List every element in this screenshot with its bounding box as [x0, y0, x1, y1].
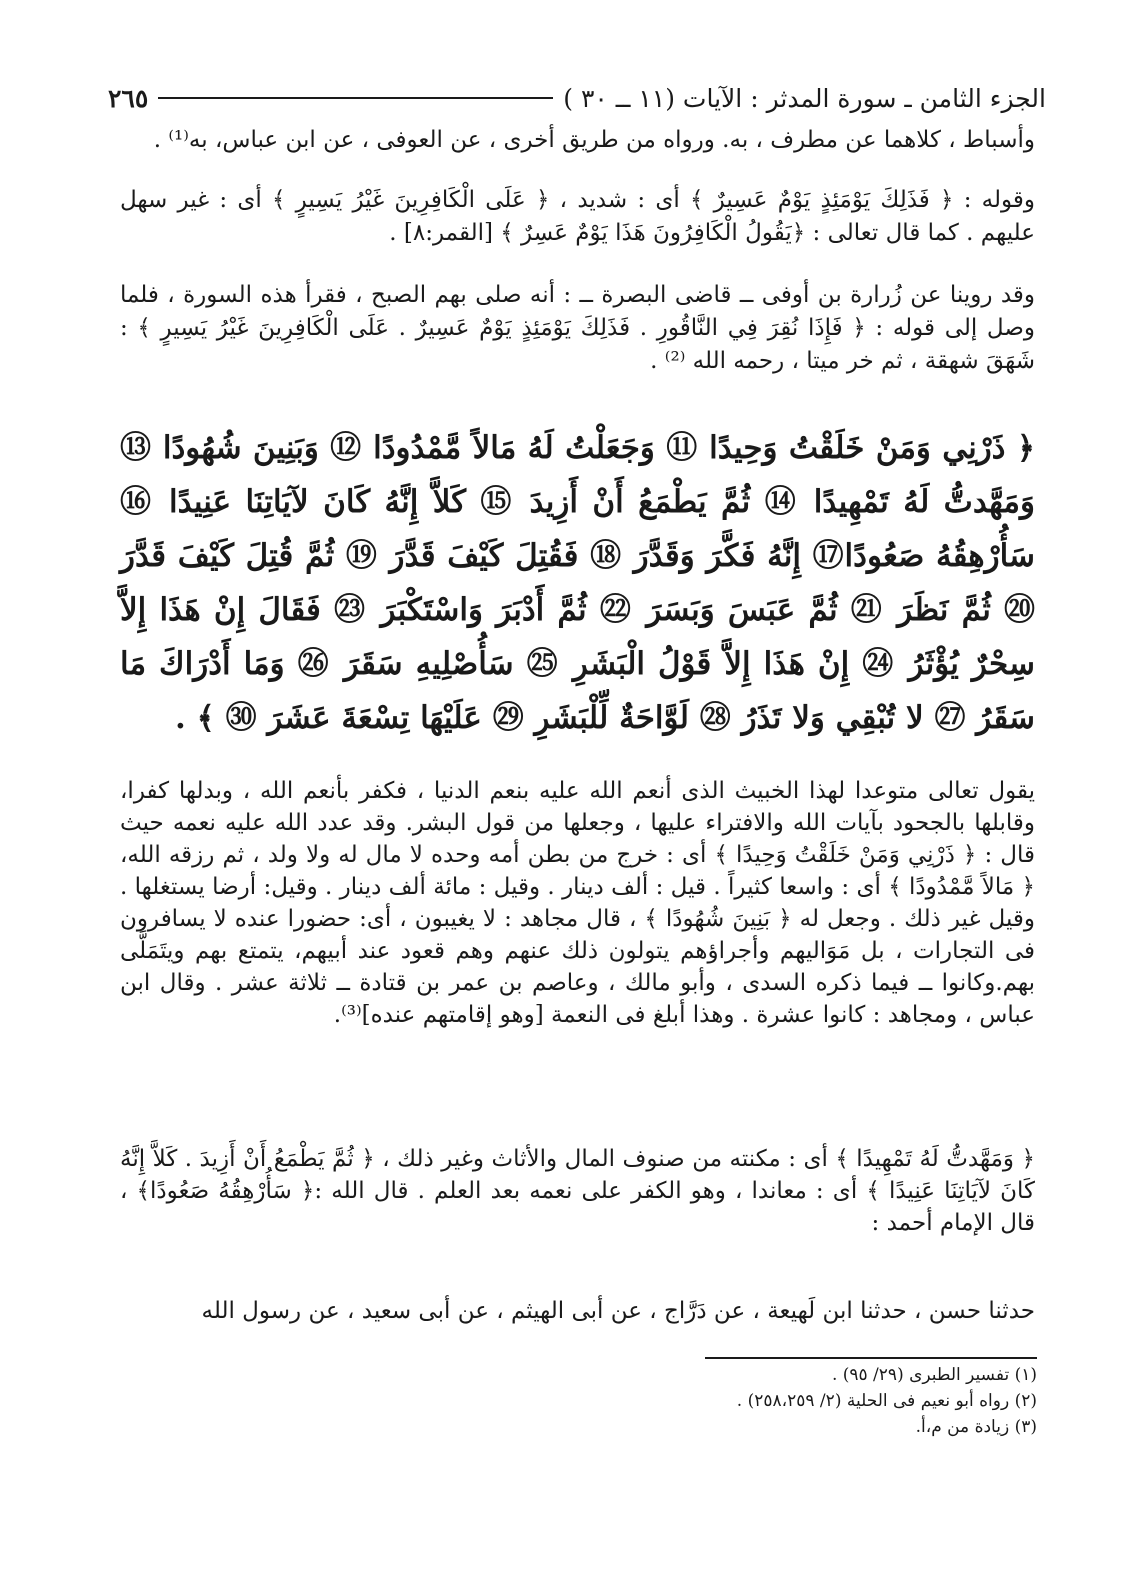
footnote-2: (٢) رواه أبو نعيم فى الحلية (٢/ ٢٥٨،٢٥٩) . [736, 1391, 1037, 1411]
running-head [108, 78, 1046, 118]
paragraph-tafsir-commentary: يقول تعالى متوعدا لهذا الخبيث الذى أنعم الله عليه بنعم الدنيا ، فكفر بأنعم الله ، وبدلها كفرا، وقابلها بالجحود بآيات الله والافتراء عليها ، وجعلها من قول البشر. وقد عدد الله عليه نعمه حيث قال : ﴿ ذَرْنِي وَمَنْ خَلَقْتُ وَحِيدًا ﴾ أى : خرج من بطن أمه وحده لا مال له ولا ولد ، ثم رزقه الله، ﴿ مَالاً مَّمْدُودًا ﴾ أى : واسعا كثيراً . قيل : ألف دينار . وقيل : مائة ألف دينار . وقيل: أرضا يستغلها . وقيل غير ذلك . وجعل له ﴿ بَنِينَ شُهُودًا ﴾ ، قال مجاهد : لا يغيبون ، أى: حضورا عنده لا يسافرون فى التجارات ، بل مَوَاليهم وأجراؤهم يتولون ذلك عنهم وهم قعود عند أبيهم، يتمتع بهم ويتَمَلَّى بهم.وكانوا ــ فيما ذكره السدى ، وأبو مالك ، وعاصم بن عمر بن قتادة ــ ثلاثة عشر . وقال ابن عباس ، ومجاهد : كانوا عشرة . وهذا أبلغ فى النعمة [وهو إقامتهم عنده]⁽³⁾. [120, 778, 1035, 1028]
paragraph-tamhid-commentary: ﴿ وَمَهَّدتُّ لَهُ تَمْهِيدًا ﴾ أى : مكنته من صنوف المال والأثاث وغير ذلك ، ﴿ ثُمَّ يَطْمَعُ أَنْ أَزِيدَ . كَلاَّ إِنَّهُ كَانَ لآيَاتِنَا عَنِيدًا ﴾ أى : معاندا ، وهو الكفر على نعمه بعد العلم . قال الله :﴿ سَأُرْهِقُهُ صَعُودًا﴾ ، قال الإمام أحمد : [120, 1146, 1035, 1236]
page-number: ٢٦٥ [108, 83, 149, 113]
paragraph-zurarah-story: وقد روينا عن زُرارة بن أوفى ــ قاضى البصرة ــ : أنه صلى بهم الصبح ، فقرأ هذه السورة ، فلما وصل إلى قوله : ﴿ فَإِذَا نُقِرَ فِي النَّاقُورِ . فَذَلِكَ يَوْمَئِذٍ يَوْمٌ عَسِيرٌ . عَلَى الْكَافِرِينَ غَيْرُ يَسِيرٍ ﴾ : شَهَقَ شهقة ، ثم خر ميتا ، رحمه الله ⁽²⁾ . [120, 282, 1035, 374]
footnote-separator [705, 1357, 1037, 1359]
footnotes [600, 1362, 1037, 1440]
paragraph-hadith-chain: حدثنا حسن ، حدثنا ابن لَهيعة ، عن دَرَّاج ، عن أبى الهيثم ، عن أبى سعيد ، عن رسول الله [201, 1298, 1035, 1324]
quran-verses-block: ﴿ ذَرْنِي وَمَنْ خَلَقْتُ وَحِيدًا ⑪ وَجَعَلْتُ لَهُ مَالاً مَّمْدُودًا ⑫ وَبَنِينَ شُهُودًا ⑬ وَمَهَّدتُّ لَهُ تَمْهِيدًا ⑭ ثُمَّ يَطْمَعُ أَنْ أَزِيدَ ⑮ كَلاَّ إِنَّهُ كَانَ لآيَاتِنَا عَنِيدًا ⑯ سَأُرْهِقُهُ صَعُودًا⑰ إِنَّهُ فَكَّرَ وَقَدَّرَ ⑱ فَقُتِلَ كَيْفَ قَدَّرَ ⑲ ثُمَّ قُتِلَ كَيْفَ قَدَّرَ ⑳ ثُمَّ نَظَرَ ㉑ ثُمَّ عَبَسَ وَبَسَرَ ㉒ ثُمَّ أَدْبَرَ وَاسْتَكْبَرَ ㉓ فَقَالَ إِنْ هَذَا إِلاَّ سِحْرٌ يُؤْثَرُ ㉔ إِنْ هَذَا إِلاَّ قَوْلُ الْبَشَرِ ㉕ سَأُصْلِيهِ سَقَرَ ㉖ وَمَا أَدْرَاكَ مَا سَقَرُ ㉗ لا تُبْقِي وَلا تَذَرُ ㉘ لَوَّاحَةٌ لِّلْبَشَرِ ㉙ عَلَيْهَا تِسْعَةَ عَشَرَ ㉚ ﴾ . [120, 430, 1035, 736]
footnote-1: (١) تفسير الطبرى (٢٩/ ٩٥) . [831, 1365, 1037, 1385]
running-head-rule [158, 97, 553, 99]
running-head-title: الجزء الثامن ـ سورة المدثر : الآيات (١١ ــ ٣٠ ) [563, 83, 1046, 113]
footnote-3: (٣) زيادة من م،أ. [915, 1417, 1037, 1437]
paragraph-hard-day: وقوله : ﴿ فَذَلِكَ يَوْمَئِذٍ يَوْمٌ عَسِيرٌ ﴾ أى : شديد ، ﴿ عَلَى الْكَافِرِينَ غَيْرُ يَسِيرٍ ﴾ أى : غير سهل عليهم . كما قال تعالى : ﴿يَقُولُ الْكَافِرُونَ هَذَا يَوْمٌ عَسِرٌ ﴾ [القمر:٨] . [120, 187, 1035, 246]
paragraph-chain-of-narration: وأسباط ، كلاهما عن مطرف ، به. ورواه من طريق أخرى ، عن العوفى ، عن ابن عباس، به⁽¹⁾ . [153, 127, 1035, 153]
